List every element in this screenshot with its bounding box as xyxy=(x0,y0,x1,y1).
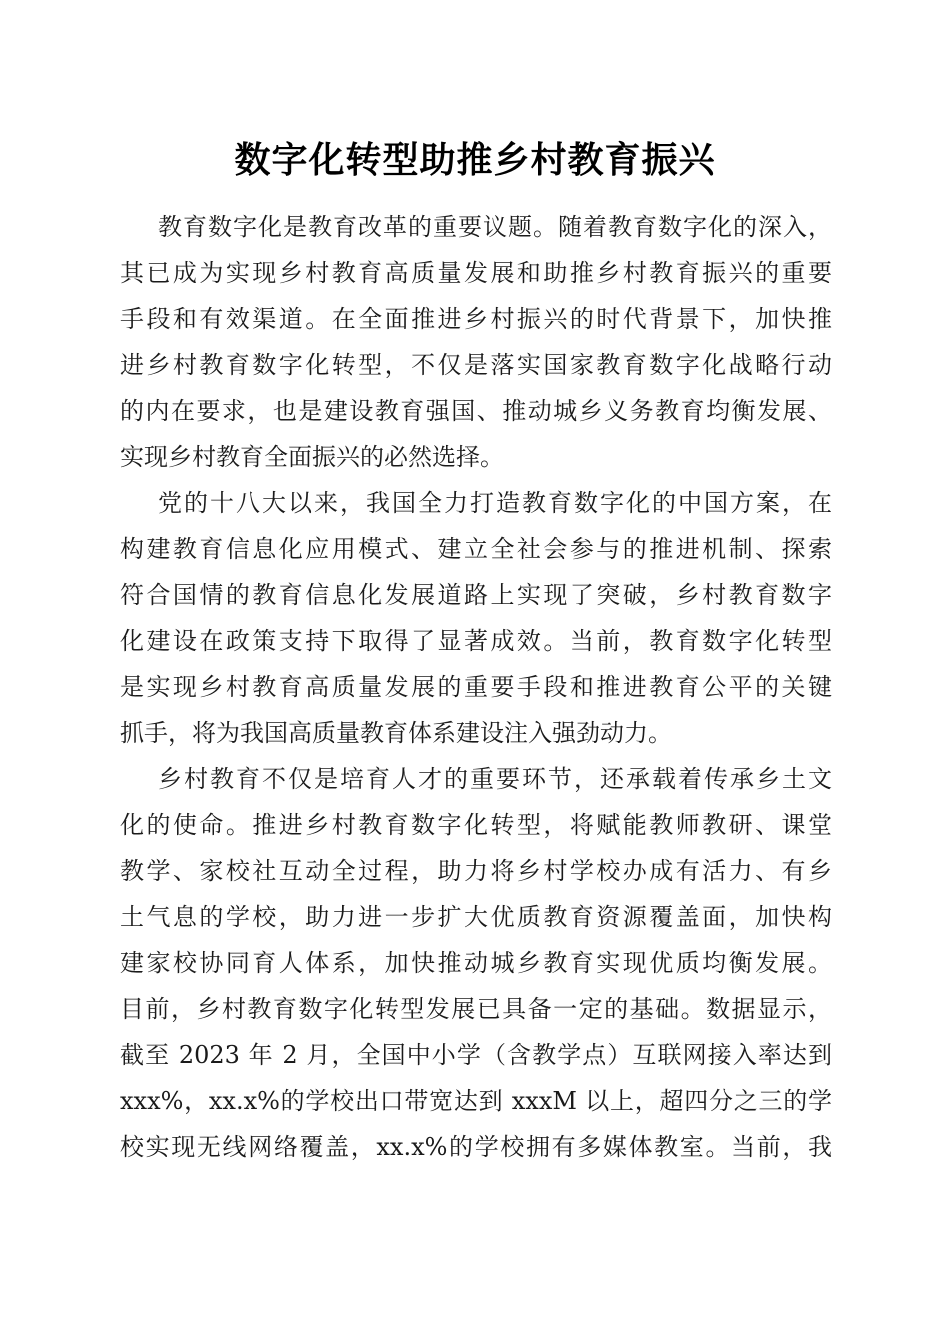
text-line: 截至 2023 年 2 月，全国中小学（含教学点）互联网接入率达到 xyxy=(120,1041,832,1069)
text-line: 构建教育信息化应用模式、建立全社会参与的推进机制、探索 xyxy=(120,535,832,563)
text-line: 乡村教育不仅是培育人才的重要环节，还承载着传承乡土文 xyxy=(158,765,832,793)
text-line: 化建设在政策支持下取得了显著成效。当前，教育数字化转型 xyxy=(120,627,832,655)
text-line: 党的十八大以来，我国全力打造教育数字化的中国方案，在 xyxy=(158,489,832,517)
text-line: 其已成为实现乡村教育高质量发展和助推乡村教育振兴的重要 xyxy=(120,259,832,287)
text-line: 抓手，将为我国高质量教育体系建设注入强劲动力。 xyxy=(120,719,672,747)
text-line: 符合国情的教育信息化发展道路上实现了突破，乡村教育数字 xyxy=(120,581,832,609)
text-line: 化的使命。推进乡村教育数字化转型，将赋能教师教研、课堂 xyxy=(120,811,832,839)
text-line: xxx%，xx.x%的学校出口带宽达到 xxxM 以上，超四分之三的学 xyxy=(120,1087,832,1115)
paragraph-3 xyxy=(120,756,832,1170)
text-line: 的内在要求，也是建设教育强国、推动城乡义务教育均衡发展、 xyxy=(120,397,832,425)
text-line: 校实现无线网络覆盖，xx.x%的学校拥有多媒体教室。当前，我 xyxy=(120,1133,832,1161)
text-line: 是实现乡村教育高质量发展的重要手段和推进教育公平的关键 xyxy=(120,673,832,701)
text-line: 土气息的学校，助力进一步扩大优质教育资源覆盖面，加快构 xyxy=(120,903,832,931)
text-line: 实现乡村教育全面振兴的必然选择。 xyxy=(120,443,504,471)
text-line: 目前，乡村教育数字化转型发展已具备一定的基础。数据显示， xyxy=(120,995,832,1023)
text-line: 手段和有效渠道。在全面推进乡村振兴的时代背景下，加快推 xyxy=(120,305,832,333)
text-line: 教育数字化是教育改革的重要议题。随着教育数字化的深入， xyxy=(158,213,832,241)
text-line: 建家校协同育人体系，加快推动城乡教育实现优质均衡发展。 xyxy=(120,949,832,977)
paragraph-2 xyxy=(120,480,832,756)
text-line: 教学、家校社互动全过程，助力将乡村学校办成有活力、有乡 xyxy=(120,857,832,885)
document-title: 数字化转型助推乡村教育振兴 xyxy=(234,139,716,181)
document-body xyxy=(120,204,832,1170)
text-line: 进乡村教育数字化转型，不仅是落实国家教育数字化战略行动 xyxy=(120,351,832,379)
paragraph-1 xyxy=(120,204,832,480)
